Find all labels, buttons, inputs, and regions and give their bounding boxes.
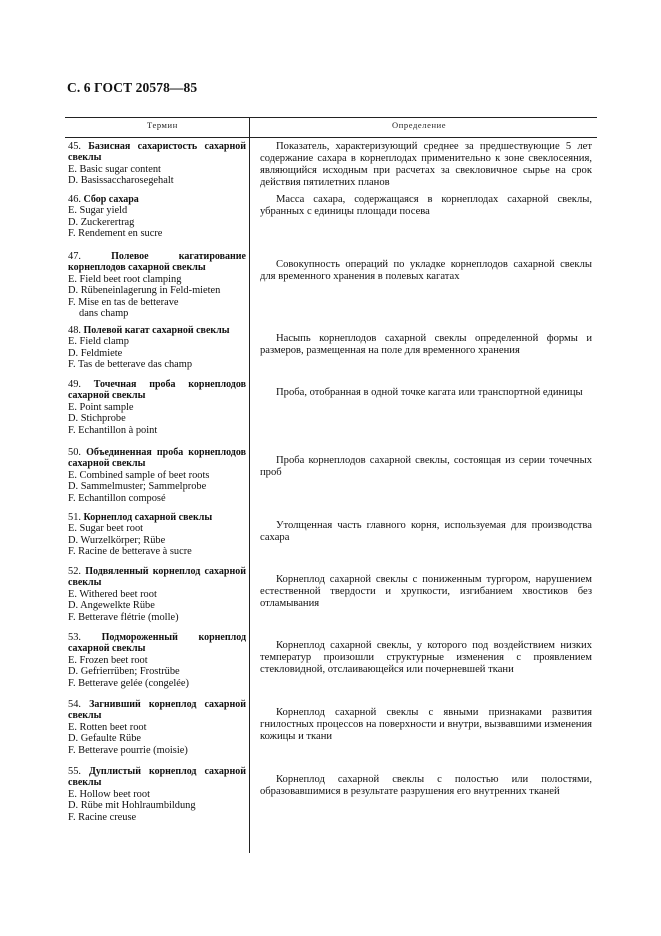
definition-cell: Масса сахара, содержащаяся в корнеплодах сахарной свеклы, убранных с единицы площади посева — [260, 194, 592, 217]
foreign-equivalent: D. Rübeneinlagerung in Feld-mieten — [68, 285, 221, 297]
foreign-equivalent: E. Frozen beet root — [68, 654, 148, 666]
definition-cell: Совокупность операций по укладке корнеплодов сахарной свеклы для временного хранения в полевых кагатах — [260, 259, 592, 282]
term-cell — [68, 141, 246, 187]
foreign-equivalent: D. Sammelmuster; Sammelprobe — [68, 481, 207, 493]
term-title — [68, 632, 246, 655]
column-separator — [249, 117, 250, 853]
term-name: Дуплистый корнеплод сахарной свеклы — [68, 766, 247, 789]
term-title — [68, 251, 246, 274]
term-name: Базисная сахаристость сахарной свеклы — [68, 141, 247, 164]
page-header: С. 6 ГОСТ 20578—85 — [67, 80, 198, 95]
column-header-definition: Определение — [392, 120, 447, 130]
foreign-equivalent: D. Zuckerertrag — [68, 216, 135, 228]
term-title — [68, 325, 246, 336]
definition-cell: Насыпь корнеплодов сахарной свеклы определенной формы и размеров, размещенная на поле для временного хранения — [260, 333, 592, 356]
term-name: Полевой кагат сахарной свеклы — [83, 325, 230, 336]
foreign-equivalent: F. Tas de betterave das champ — [68, 359, 193, 371]
foreign-equivalent: D. Basissaccharosegehalt — [68, 175, 174, 187]
term-name: Подвяленный корнеплод сахарной свеклы — [68, 566, 247, 589]
term-name: Объединенная проба корнеплодов сахарной свеклы — [68, 447, 246, 470]
foreign-equivalent: D. Gefrierrüben; Frostrübe — [68, 666, 180, 678]
term-cell — [68, 251, 246, 319]
term-cell — [68, 194, 246, 240]
term-number: 47. — [68, 251, 81, 262]
term-cell — [68, 447, 246, 504]
term-cell — [68, 699, 246, 756]
term-number: 45. — [68, 141, 81, 152]
definition-cell: Корнеплод сахарной свеклы, у которого под воздействием низких температур произошли структурные изменения с проявлением стекловидной, отслаивающейся или почерневшей ткани — [260, 640, 592, 675]
foreign-equivalent: dans champ — [79, 308, 129, 320]
definition-cell: Корнеплод сахарной свеклы с явными признаками развития гнилостных процессов на поверхности и внутри, вызвавшими изменения кожицы и ткани — [260, 707, 592, 742]
term-name: Сбор сахара — [83, 194, 139, 205]
foreign-equivalent: F. Rendement en sucre — [68, 228, 163, 240]
foreign-equivalent: D. Gefaulte Rübe — [68, 733, 141, 745]
definition-cell: Проба, отобранная в одной точке кагата или транспортной единицы — [276, 387, 583, 398]
foreign-equivalent: E. Rotten beet root — [68, 721, 147, 733]
term-title — [68, 141, 246, 164]
foreign-equivalent: D. Wurzelkörper; Rübe — [68, 534, 166, 546]
term-number: 49. — [68, 379, 81, 390]
definition-cell: Проба корнеплодов сахарной свеклы, состоящая из серии точечных проб — [260, 455, 592, 478]
definition-cell: Корнеплод сахарной свеклы с полостью или полостями, образовавшимися в результате разрушения его внутренних тканей — [260, 774, 592, 797]
term-number: 52. — [68, 566, 81, 577]
foreign-equivalent: E. Sugar yield — [68, 205, 128, 217]
foreign-equivalent: E. Sugar beet root — [68, 523, 144, 535]
foreign-equivalent: E. Field beet root clamping — [68, 273, 182, 285]
term-name: Точечная проба корнеплодов сахарной свеклы — [68, 379, 246, 402]
term-number: 55. — [68, 766, 81, 777]
term-name: Полевое кагатирование корнеплодов сахарной свеклы — [68, 251, 246, 274]
term-cell — [68, 632, 246, 689]
term-number: 48. — [68, 325, 81, 336]
term-title — [68, 766, 246, 789]
table-top-rule — [65, 117, 597, 118]
term-title — [68, 379, 246, 402]
foreign-equivalent: E. Field clamp — [68, 336, 129, 348]
foreign-equivalent: E. Hollow beet root — [68, 788, 150, 800]
foreign-equivalent: F. Echantillon à point — [68, 424, 158, 436]
term-cell — [68, 512, 246, 558]
term-cell — [68, 566, 246, 623]
foreign-equivalent: D. Rübe mit Hohlraumbildung — [68, 800, 196, 812]
term-title — [68, 566, 246, 589]
foreign-equivalent: D. Stichprobe — [68, 413, 126, 425]
term-title — [68, 512, 246, 523]
foreign-equivalent: F. Racine de betterave à sucre — [68, 546, 192, 558]
term-title — [68, 447, 246, 470]
definition-cell: Показатель, характеризующий среднее за предшествующие 5 лет содержание сахара в корнеплодах применительно к зоне свеклосеяния, являющийся исходным при расчетах за свекловичное сырье на срок действия пятилетних планов — [260, 141, 592, 188]
foreign-equivalent: D. Angewelkte Rübe — [68, 600, 155, 612]
foreign-equivalent: E. Point sample — [68, 401, 134, 413]
term-title — [68, 194, 246, 205]
term-number: 50. — [68, 447, 81, 458]
definition-cell: Корнеплод сахарной свеклы с пониженным тургором, нарушением естественной твердости и хрупкости, изгибанием хвостиков без отламывания — [260, 574, 592, 609]
foreign-equivalent: F. Betterave flétrie (molle) — [68, 611, 179, 623]
column-header-term: Термин — [147, 120, 178, 130]
term-title — [68, 699, 246, 722]
term-cell — [68, 325, 246, 371]
term-number: 53. — [68, 632, 81, 643]
definition-cell: Утолщенная часть главного корня, используемая для производства сахара — [260, 520, 592, 543]
foreign-equivalent: F. Betterave gelée (congelée) — [68, 677, 189, 689]
term-name: Загнивший корнеплод сахарной свеклы — [68, 699, 246, 722]
table-header-rule — [65, 137, 597, 138]
foreign-equivalent: E. Combined sample of beet roots — [68, 469, 210, 481]
foreign-equivalent: F. Betterave pourrie (moisie) — [68, 744, 188, 756]
term-number: 46. — [68, 194, 81, 205]
term-name: Корнеплод сахарной свеклы — [83, 512, 213, 523]
term-cell — [68, 379, 246, 436]
term-cell — [68, 766, 246, 823]
foreign-equivalent: F. Echantillon composé — [68, 492, 166, 504]
foreign-equivalent: E. Basic sugar content — [68, 163, 161, 175]
foreign-equivalent: F. Mise en tas de betterave — [68, 296, 179, 308]
foreign-equivalent: D. Feldmiete — [68, 347, 123, 359]
term-number: 51. — [68, 512, 81, 523]
term-name: Подмороженный корнеплод сахарной свеклы — [68, 632, 246, 655]
term-number: 54. — [68, 699, 81, 710]
foreign-equivalent: F. Racine creuse — [68, 811, 137, 823]
foreign-equivalent: E. Withered beet root — [68, 588, 157, 600]
terms-table — [65, 117, 597, 853]
